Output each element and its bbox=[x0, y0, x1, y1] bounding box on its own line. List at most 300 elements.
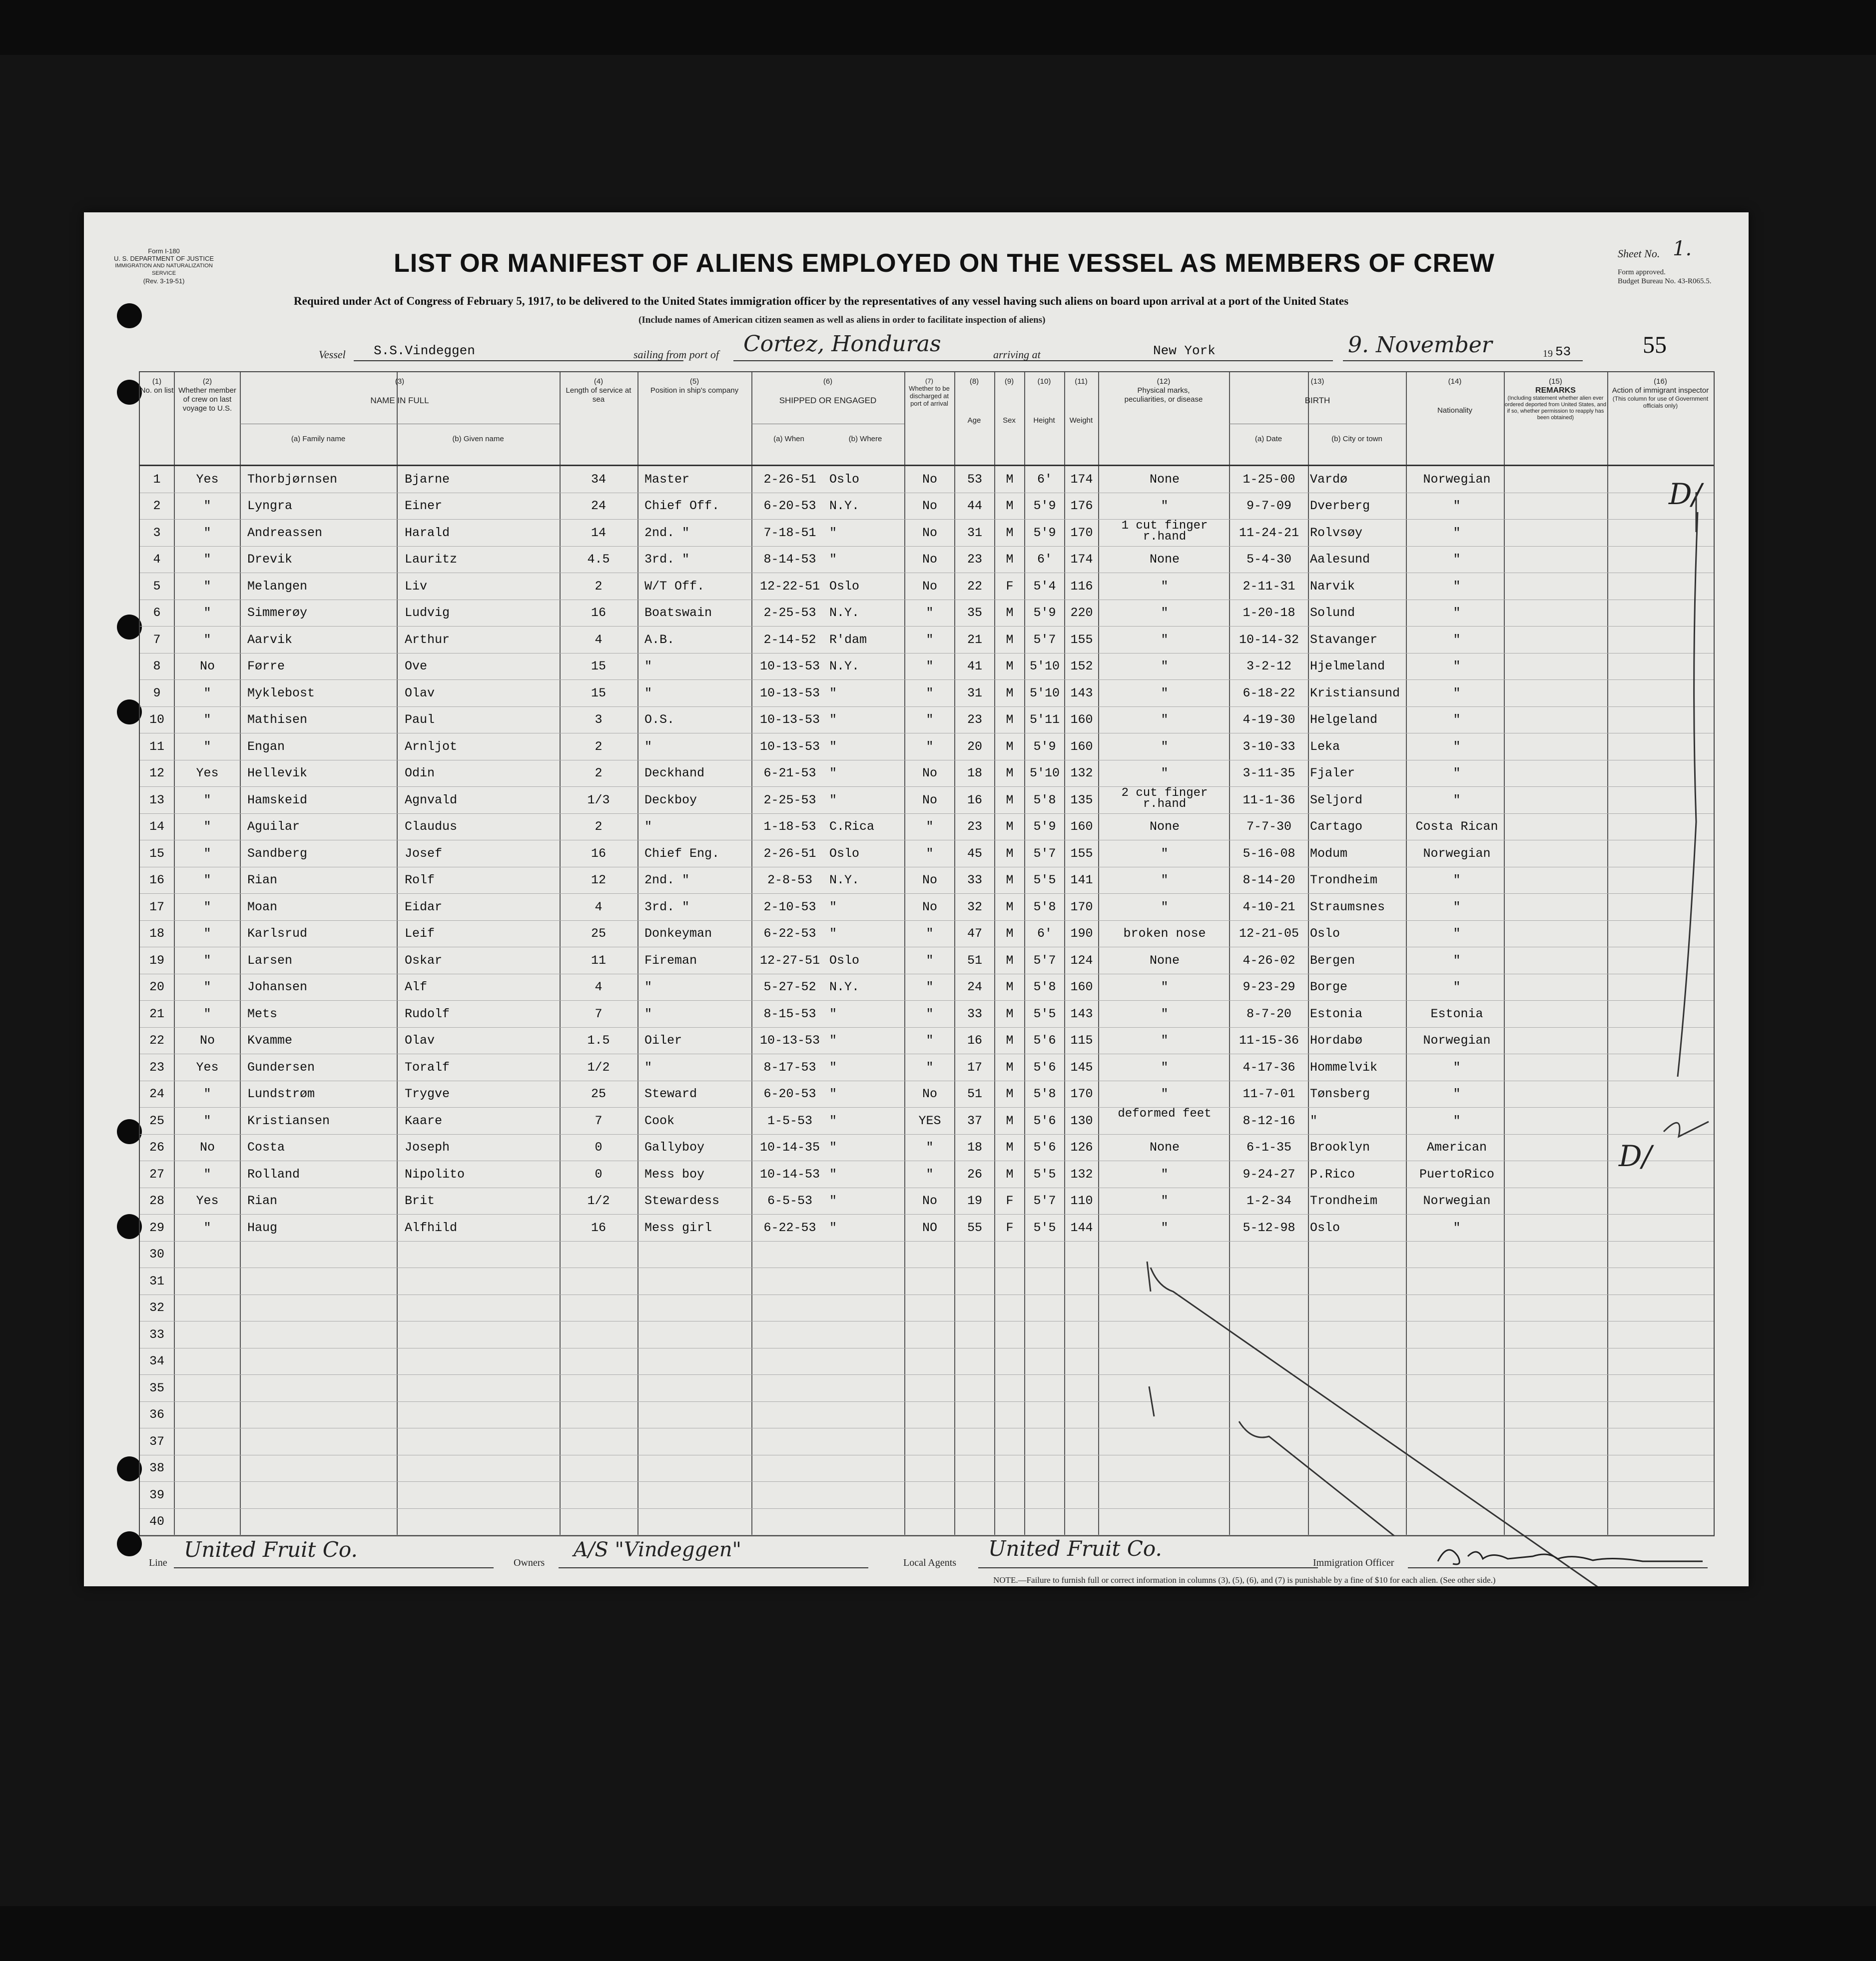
sex-cell: M bbox=[1006, 552, 1014, 567]
birth-date-cell: 5-12-98 bbox=[1243, 1220, 1295, 1235]
birth-city-cell: Trondheim bbox=[1310, 1194, 1378, 1209]
given-name-cell: Leif bbox=[405, 926, 435, 941]
given-name-cell: Alfhild bbox=[405, 1220, 458, 1235]
given-name-cell: Harald bbox=[405, 525, 450, 540]
nationality-cell: Estonia bbox=[1430, 1006, 1483, 1021]
family-name-cell: Lundstrøm bbox=[247, 1087, 315, 1102]
shipped-where-cell: " bbox=[829, 739, 837, 754]
punch-hole bbox=[117, 1214, 142, 1239]
shipped-when-cell: 10-14-35 bbox=[759, 1140, 820, 1155]
marks-cell: deformed feet bbox=[1118, 1107, 1212, 1121]
family-name-cell: Hamskeid bbox=[247, 792, 308, 807]
discharge-cell: " bbox=[926, 659, 934, 674]
family-name-cell: Lyngra bbox=[247, 499, 293, 514]
row-number: 6 bbox=[153, 606, 161, 621]
header-shipped: (6) SHIPPED OR ENGAGED bbox=[779, 377, 877, 405]
arriving-label: arriving at bbox=[993, 348, 1041, 361]
birth-city-cell: Hommelvik bbox=[1310, 1060, 1378, 1075]
position-cell: " bbox=[644, 685, 652, 700]
sex-cell: M bbox=[1006, 632, 1014, 647]
sex-cell: M bbox=[1006, 1140, 1014, 1155]
stamp-number: 55 bbox=[1643, 332, 1667, 358]
height-cell: 5'9 bbox=[1033, 525, 1056, 540]
birth-date-cell: 6-1-35 bbox=[1246, 1140, 1291, 1155]
birth-city-cell: Fjaler bbox=[1310, 766, 1355, 781]
family-name-cell: Thorbjørnsen bbox=[247, 472, 338, 487]
weight-cell: 155 bbox=[1070, 632, 1093, 647]
marks-cell: " bbox=[1161, 1033, 1169, 1048]
birth-city-cell: Straumsnes bbox=[1310, 899, 1385, 914]
row-number: 25 bbox=[149, 1113, 164, 1128]
given-name-cell: Kaare bbox=[405, 1113, 443, 1128]
row-number: 27 bbox=[149, 1167, 164, 1182]
service-cell: 25 bbox=[591, 926, 606, 941]
position-cell: Donkeyman bbox=[644, 926, 712, 941]
position-cell: 2nd. " bbox=[644, 525, 690, 540]
birth-city-cell: Dverberg bbox=[1310, 499, 1370, 514]
age-cell: 23 bbox=[967, 819, 982, 834]
discharge-cell: " bbox=[926, 819, 934, 834]
row-number: 30 bbox=[149, 1247, 164, 1262]
shipped-where-cell: Oslo bbox=[829, 846, 860, 861]
family-name-cell: Mets bbox=[247, 1006, 278, 1021]
service-cell: 4 bbox=[595, 980, 603, 995]
family-name-cell: Simmerøy bbox=[247, 606, 308, 621]
nationality-cell: " bbox=[1453, 552, 1461, 567]
service-cell: 16 bbox=[591, 1220, 606, 1235]
height-cell: 5'7 bbox=[1033, 1194, 1056, 1209]
marks-cell: " bbox=[1161, 606, 1169, 621]
discharge-cell: NO bbox=[922, 1220, 937, 1235]
owners-value: A/S "Vindeggen" bbox=[574, 1538, 741, 1561]
punch-hole bbox=[117, 699, 142, 724]
given-name-cell: Toralf bbox=[405, 1060, 450, 1075]
family-name-cell: Larsen bbox=[247, 953, 293, 968]
shipped-when-cell: 10-13-53 bbox=[759, 685, 820, 700]
header-discharge: (7) Whether to be discharged at port of arrival bbox=[909, 377, 950, 407]
manifest-sheet bbox=[84, 212, 1749, 1586]
row-number: 32 bbox=[149, 1301, 164, 1315]
birth-city-cell: Stavanger bbox=[1310, 632, 1378, 647]
birth-city-cell: Helgeland bbox=[1310, 712, 1378, 727]
marks-cell: None bbox=[1149, 552, 1180, 567]
officer-label: Immigration Officer bbox=[1313, 1557, 1394, 1568]
sex-cell: M bbox=[1006, 766, 1014, 781]
birth-city-cell: Seljord bbox=[1310, 792, 1363, 807]
birth-city-cell: Trondheim bbox=[1310, 873, 1378, 888]
birth-city-cell: Borge bbox=[1310, 980, 1348, 995]
given-name-cell: Ludvig bbox=[405, 606, 450, 621]
service-cell: 11 bbox=[591, 953, 606, 968]
row-number: 37 bbox=[149, 1434, 164, 1449]
age-cell: 32 bbox=[967, 899, 982, 914]
age-cell: 18 bbox=[967, 766, 982, 781]
nationality-cell: " bbox=[1453, 685, 1461, 700]
prev-voyage-cell: " bbox=[203, 926, 211, 941]
discharge-cell: " bbox=[926, 632, 934, 647]
age-cell: 16 bbox=[967, 1033, 982, 1048]
given-name-cell: Arnljot bbox=[405, 739, 458, 754]
discharge-cell: No bbox=[922, 579, 937, 594]
shipped-where-cell: " bbox=[829, 899, 837, 914]
marks-cell: " bbox=[1161, 1006, 1169, 1021]
shipped-where-cell: " bbox=[829, 1087, 837, 1102]
sex-cell: M bbox=[1006, 980, 1014, 995]
row-number: 7 bbox=[153, 632, 161, 647]
include-note: (Include names of American citizen seamen as well as aliens in order to facilitate inspection of aliens) bbox=[638, 315, 1046, 325]
shipped-when-cell: 8-15-53 bbox=[763, 1006, 816, 1021]
header-name: (3) NAME IN FULL bbox=[370, 377, 429, 405]
service: IMMIGRATION AND NATURALIZATION SERVICE bbox=[115, 263, 213, 276]
given-name-cell: Rudolf bbox=[405, 1006, 450, 1021]
marks-cell: 2 cut finger r.hand bbox=[1121, 786, 1208, 811]
position-cell: Stewardess bbox=[644, 1194, 720, 1209]
position-cell: Mess boy bbox=[644, 1167, 705, 1182]
birth-date-cell: 1-2-34 bbox=[1246, 1194, 1291, 1209]
inspector-mark: D/ bbox=[1619, 1139, 1652, 1173]
row-number: 38 bbox=[149, 1461, 164, 1476]
height-cell: 5'7 bbox=[1033, 846, 1056, 861]
weight-cell: 135 bbox=[1070, 792, 1093, 807]
row-number: 17 bbox=[149, 899, 164, 914]
birth-city-cell: Hordabø bbox=[1310, 1033, 1363, 1048]
service-cell: 24 bbox=[591, 499, 606, 514]
discharge-cell: " bbox=[926, 685, 934, 700]
height-cell: 5'8 bbox=[1033, 792, 1056, 807]
service-cell: 16 bbox=[591, 606, 606, 621]
service-cell: 7 bbox=[595, 1006, 603, 1021]
marks-cell: " bbox=[1161, 1194, 1169, 1209]
row-number: 18 bbox=[149, 926, 164, 941]
family-name-cell: Haug bbox=[247, 1220, 278, 1235]
birth-date-cell: 8-7-20 bbox=[1246, 1006, 1291, 1021]
sex-cell: M bbox=[1006, 1113, 1014, 1128]
row-number: 2 bbox=[153, 499, 161, 514]
discharge-cell: No bbox=[922, 792, 937, 807]
prev-voyage-cell: No bbox=[199, 1140, 215, 1155]
position-cell: Steward bbox=[644, 1087, 697, 1102]
row-number: 16 bbox=[149, 873, 164, 888]
birth-date-cell: 8-12-16 bbox=[1243, 1113, 1295, 1128]
marks-cell: " bbox=[1161, 1167, 1169, 1182]
height-cell: 5'5 bbox=[1033, 1220, 1056, 1235]
given-name-cell: Alf bbox=[405, 980, 428, 995]
weight-cell: 160 bbox=[1070, 739, 1093, 754]
service-cell: 1/3 bbox=[587, 792, 610, 807]
marks-cell: " bbox=[1161, 499, 1169, 514]
marks-cell: " bbox=[1161, 739, 1169, 754]
weight-cell: 170 bbox=[1070, 525, 1093, 540]
discharge-cell: No bbox=[922, 552, 937, 567]
prev-voyage-cell: " bbox=[203, 1006, 211, 1021]
birth-city-cell: Oslo bbox=[1310, 926, 1340, 941]
age-cell: 31 bbox=[967, 685, 982, 700]
marks-cell: " bbox=[1161, 899, 1169, 914]
row-number: 13 bbox=[149, 792, 164, 807]
shipped-where-cell: N.Y. bbox=[829, 659, 860, 674]
height-cell: 5'6 bbox=[1033, 1113, 1056, 1128]
weight-cell: 115 bbox=[1070, 1033, 1093, 1048]
subtitle: Required under Act of Congress of February 5, 1917, to be delivered to the United States immigration officer by the representatives of any vessel having such aliens on board upon arrival at a port of the United States bbox=[294, 295, 1349, 307]
punch-hole bbox=[117, 1456, 142, 1481]
sex-cell: M bbox=[1006, 1006, 1014, 1021]
budget-bureau: Budget Bureau No. 43-R065.5. bbox=[1618, 277, 1712, 285]
sex-cell: M bbox=[1006, 926, 1014, 941]
given-name-cell: Olav bbox=[405, 685, 435, 700]
position-cell: Deckboy bbox=[644, 792, 697, 807]
weight-cell: 155 bbox=[1070, 846, 1093, 861]
position-cell: A.B. bbox=[644, 632, 675, 647]
row-number: 28 bbox=[149, 1194, 164, 1209]
position-cell: Oiler bbox=[644, 1033, 682, 1048]
service-cell: 16 bbox=[591, 846, 606, 861]
position-cell: Cook bbox=[644, 1113, 675, 1128]
weight-cell: 160 bbox=[1070, 819, 1093, 834]
sex-cell: M bbox=[1006, 659, 1014, 674]
age-cell: 41 bbox=[967, 659, 982, 674]
row-number: 33 bbox=[149, 1327, 164, 1342]
prev-voyage-cell: " bbox=[203, 1113, 211, 1128]
weight-cell: 170 bbox=[1070, 899, 1093, 914]
shipped-when-cell: 6-21-53 bbox=[763, 766, 816, 781]
discharge-cell: No bbox=[922, 525, 937, 540]
birth-city-cell: Modum bbox=[1310, 846, 1348, 861]
marks-cell: " bbox=[1161, 712, 1169, 727]
birth-date-cell: 4-19-30 bbox=[1243, 712, 1295, 727]
service-cell: 1.5 bbox=[587, 1033, 610, 1048]
port-of-sailing: Cortez, Honduras bbox=[743, 331, 941, 357]
position-cell: O.S. bbox=[644, 712, 675, 727]
discharge-cell: No bbox=[922, 766, 937, 781]
birth-city-cell: Vardø bbox=[1310, 472, 1348, 487]
service-cell: 3 bbox=[595, 712, 603, 727]
given-name-cell: Olav bbox=[405, 1033, 435, 1048]
family-name-cell: Drevik bbox=[247, 552, 293, 567]
position-cell: 2nd. " bbox=[644, 873, 690, 888]
height-cell: 5'9 bbox=[1033, 819, 1056, 834]
shipped-where-cell: " bbox=[829, 1033, 837, 1048]
height-cell: 5'10 bbox=[1029, 685, 1060, 700]
shipped-where-cell: N.Y. bbox=[829, 980, 860, 995]
header-inspector: (16) Action of immigrant inspector (This column for use of Government officials only) bbox=[1612, 377, 1709, 409]
birth-city-cell: Brooklyn bbox=[1310, 1140, 1370, 1155]
age-cell: 17 bbox=[967, 1060, 982, 1075]
shipped-when-cell: 1-5-53 bbox=[767, 1113, 812, 1128]
height-cell: 5'5 bbox=[1033, 1006, 1056, 1021]
birth-date-cell: 5-4-30 bbox=[1246, 552, 1291, 567]
weight-cell: 160 bbox=[1070, 712, 1093, 727]
shipped-where-cell: " bbox=[829, 552, 837, 567]
age-cell: 37 bbox=[967, 1113, 982, 1128]
age-cell: 21 bbox=[967, 632, 982, 647]
sex-cell: M bbox=[1006, 1087, 1014, 1102]
service-cell: 1/2 bbox=[587, 1060, 610, 1075]
service-cell: 15 bbox=[591, 659, 606, 674]
discharge-cell: " bbox=[926, 980, 934, 995]
shipped-when-cell: 6-20-53 bbox=[763, 499, 816, 514]
discharge-cell: " bbox=[926, 1006, 934, 1021]
nationality-cell: " bbox=[1453, 659, 1461, 674]
inspector-mark: D/ bbox=[1669, 477, 1702, 511]
weight-cell: 110 bbox=[1070, 1194, 1093, 1209]
given-name-cell: Claudus bbox=[405, 819, 458, 834]
row-number: 11 bbox=[149, 739, 164, 754]
weight-cell: 141 bbox=[1070, 873, 1093, 888]
header-age: (8) Age bbox=[967, 377, 981, 425]
position-cell: 3rd. " bbox=[644, 552, 690, 567]
height-cell: 5'6 bbox=[1033, 1140, 1056, 1155]
discharge-cell: YES bbox=[918, 1113, 941, 1128]
shipped-where-cell: " bbox=[829, 1167, 837, 1182]
agents-label: Local Agents bbox=[903, 1557, 957, 1568]
birth-date-cell: 4-10-21 bbox=[1243, 899, 1295, 914]
height-cell: 5'5 bbox=[1033, 1167, 1056, 1182]
form-id-block bbox=[104, 247, 224, 285]
prev-voyage-cell: " bbox=[203, 873, 211, 888]
shipped-when-cell: 6-5-53 bbox=[767, 1194, 812, 1209]
shipped-where-cell: Oslo bbox=[829, 579, 860, 594]
prev-voyage-cell: " bbox=[203, 792, 211, 807]
weight-cell: 116 bbox=[1070, 579, 1093, 594]
height-cell: 5'4 bbox=[1033, 579, 1056, 594]
family-name-cell: Engan bbox=[247, 739, 285, 754]
nationality-cell: " bbox=[1453, 579, 1461, 594]
birth-city-cell: Hjelmeland bbox=[1310, 659, 1385, 674]
nationality-cell: " bbox=[1453, 953, 1461, 968]
row-number: 1 bbox=[153, 472, 161, 487]
service-cell: 15 bbox=[591, 685, 606, 700]
row-number: 21 bbox=[149, 1006, 164, 1021]
row-number: 23 bbox=[149, 1060, 164, 1075]
given-name-cell: Ove bbox=[405, 659, 428, 674]
discharge-cell: " bbox=[926, 1140, 934, 1155]
discharge-cell: No bbox=[922, 899, 937, 914]
family-name-cell: Costa bbox=[247, 1140, 285, 1155]
line-label: Line bbox=[149, 1557, 167, 1568]
punch-hole bbox=[117, 1119, 142, 1144]
family-name-cell: Gundersen bbox=[247, 1060, 315, 1075]
header-remarks: (15) REMARKS (Including statement whether alien ever ordered deported from United States, and if so, whether permission to reapply has been obtained) bbox=[1504, 377, 1606, 421]
nationality-cell: " bbox=[1453, 1220, 1461, 1235]
header-marks: (12) Physical marks, peculiarities, or disease bbox=[1124, 377, 1203, 404]
nationality-cell: " bbox=[1453, 739, 1461, 754]
sheet-number: 1. bbox=[1673, 237, 1692, 260]
row-number: 20 bbox=[149, 980, 164, 995]
birth-date-cell: 4-26-02 bbox=[1243, 953, 1295, 968]
marks-cell: " bbox=[1161, 1087, 1169, 1102]
nationality-cell: " bbox=[1453, 606, 1461, 621]
family-name-cell: Hellevik bbox=[247, 766, 308, 781]
sex-cell: M bbox=[1006, 739, 1014, 754]
height-cell: 5'11 bbox=[1029, 712, 1060, 727]
discharge-cell: " bbox=[926, 1033, 934, 1048]
shipped-when-cell: 12-22-51 bbox=[759, 579, 820, 594]
family-name-cell: Karlsrud bbox=[247, 926, 308, 941]
nationality-cell: " bbox=[1453, 899, 1461, 914]
birth-date-cell: 11-15-36 bbox=[1239, 1033, 1299, 1048]
birth-city-cell: Tønsberg bbox=[1310, 1087, 1370, 1102]
row-number: 5 bbox=[153, 579, 161, 594]
family-name-cell: Aarvik bbox=[247, 632, 293, 647]
shipped-where-cell: " bbox=[829, 525, 837, 540]
given-name-cell: Joseph bbox=[405, 1140, 450, 1155]
arrival-date: 9. November bbox=[1348, 332, 1492, 358]
row-number: 22 bbox=[149, 1033, 164, 1048]
marks-cell: " bbox=[1161, 766, 1169, 781]
nationality-cell: " bbox=[1453, 1060, 1461, 1075]
sex-cell: M bbox=[1006, 685, 1014, 700]
marks-cell: " bbox=[1161, 632, 1169, 647]
prev-voyage-cell: " bbox=[203, 980, 211, 995]
shipped-where-cell: Oslo bbox=[829, 472, 860, 487]
shipped-when-cell: 2-26-51 bbox=[763, 846, 816, 861]
punch-hole bbox=[117, 1531, 142, 1556]
discharge-cell: " bbox=[926, 1060, 934, 1075]
arrival-year: 53 bbox=[1555, 344, 1571, 359]
position-cell: Mess girl bbox=[644, 1220, 712, 1235]
service-cell: 7 bbox=[595, 1113, 603, 1128]
arriving-port: New York bbox=[1153, 343, 1216, 358]
discharge-cell: No bbox=[922, 472, 937, 487]
height-cell: 6' bbox=[1037, 926, 1052, 941]
prev-voyage-cell: Yes bbox=[196, 1060, 219, 1075]
discharge-cell: " bbox=[926, 712, 934, 727]
shipped-where-cell: C.Rica bbox=[829, 819, 875, 834]
weight-cell: 132 bbox=[1070, 766, 1093, 781]
shipped-when-cell: 10-13-53 bbox=[759, 712, 820, 727]
weight-cell: 130 bbox=[1070, 1113, 1093, 1128]
nationality-cell: " bbox=[1453, 792, 1461, 807]
service-cell: 4 bbox=[595, 899, 603, 914]
discharge-cell: No bbox=[922, 499, 937, 514]
family-name-cell: Andreassen bbox=[247, 525, 323, 540]
birth-city-cell: Narvik bbox=[1310, 579, 1355, 594]
row-number: 35 bbox=[149, 1380, 164, 1395]
discharge-cell: " bbox=[926, 1167, 934, 1182]
sex-cell: M bbox=[1006, 525, 1014, 540]
weight-cell: 132 bbox=[1070, 1167, 1093, 1182]
marks-cell: " bbox=[1161, 1060, 1169, 1075]
header-position: (5) Position in ship's company bbox=[650, 377, 739, 395]
birth-city-cell: Aalesund bbox=[1310, 552, 1370, 567]
nationality-cell: Norwegian bbox=[1423, 1194, 1491, 1209]
sex-cell: M bbox=[1006, 792, 1014, 807]
service-cell: 2 bbox=[595, 766, 603, 781]
height-cell: 5'5 bbox=[1033, 873, 1056, 888]
birth-date-cell: 1-20-18 bbox=[1243, 606, 1295, 621]
form-approved: Form approved. bbox=[1618, 268, 1666, 276]
given-name-cell: Nipolito bbox=[405, 1167, 465, 1182]
age-cell: 47 bbox=[967, 926, 982, 941]
position-cell: " bbox=[644, 980, 652, 995]
weight-cell: 145 bbox=[1070, 1060, 1093, 1075]
nationality-cell: PuertoRico bbox=[1419, 1167, 1495, 1182]
nationality-cell: " bbox=[1453, 873, 1461, 888]
shipped-where-cell: " bbox=[829, 1060, 837, 1075]
nationality-cell: " bbox=[1453, 525, 1461, 540]
nationality-cell: Norwegian bbox=[1423, 1033, 1491, 1048]
birth-date-cell: 3-11-35 bbox=[1243, 766, 1295, 781]
row-number: 15 bbox=[149, 846, 164, 861]
age-cell: 18 bbox=[967, 1140, 982, 1155]
discharge-cell: No bbox=[922, 873, 937, 888]
sex-cell: M bbox=[1006, 846, 1014, 861]
given-name-cell: Trygve bbox=[405, 1087, 450, 1102]
family-name-cell: Aguilar bbox=[247, 819, 300, 834]
age-cell: 23 bbox=[967, 552, 982, 567]
age-cell: 31 bbox=[967, 525, 982, 540]
discharge-cell: " bbox=[926, 926, 934, 941]
